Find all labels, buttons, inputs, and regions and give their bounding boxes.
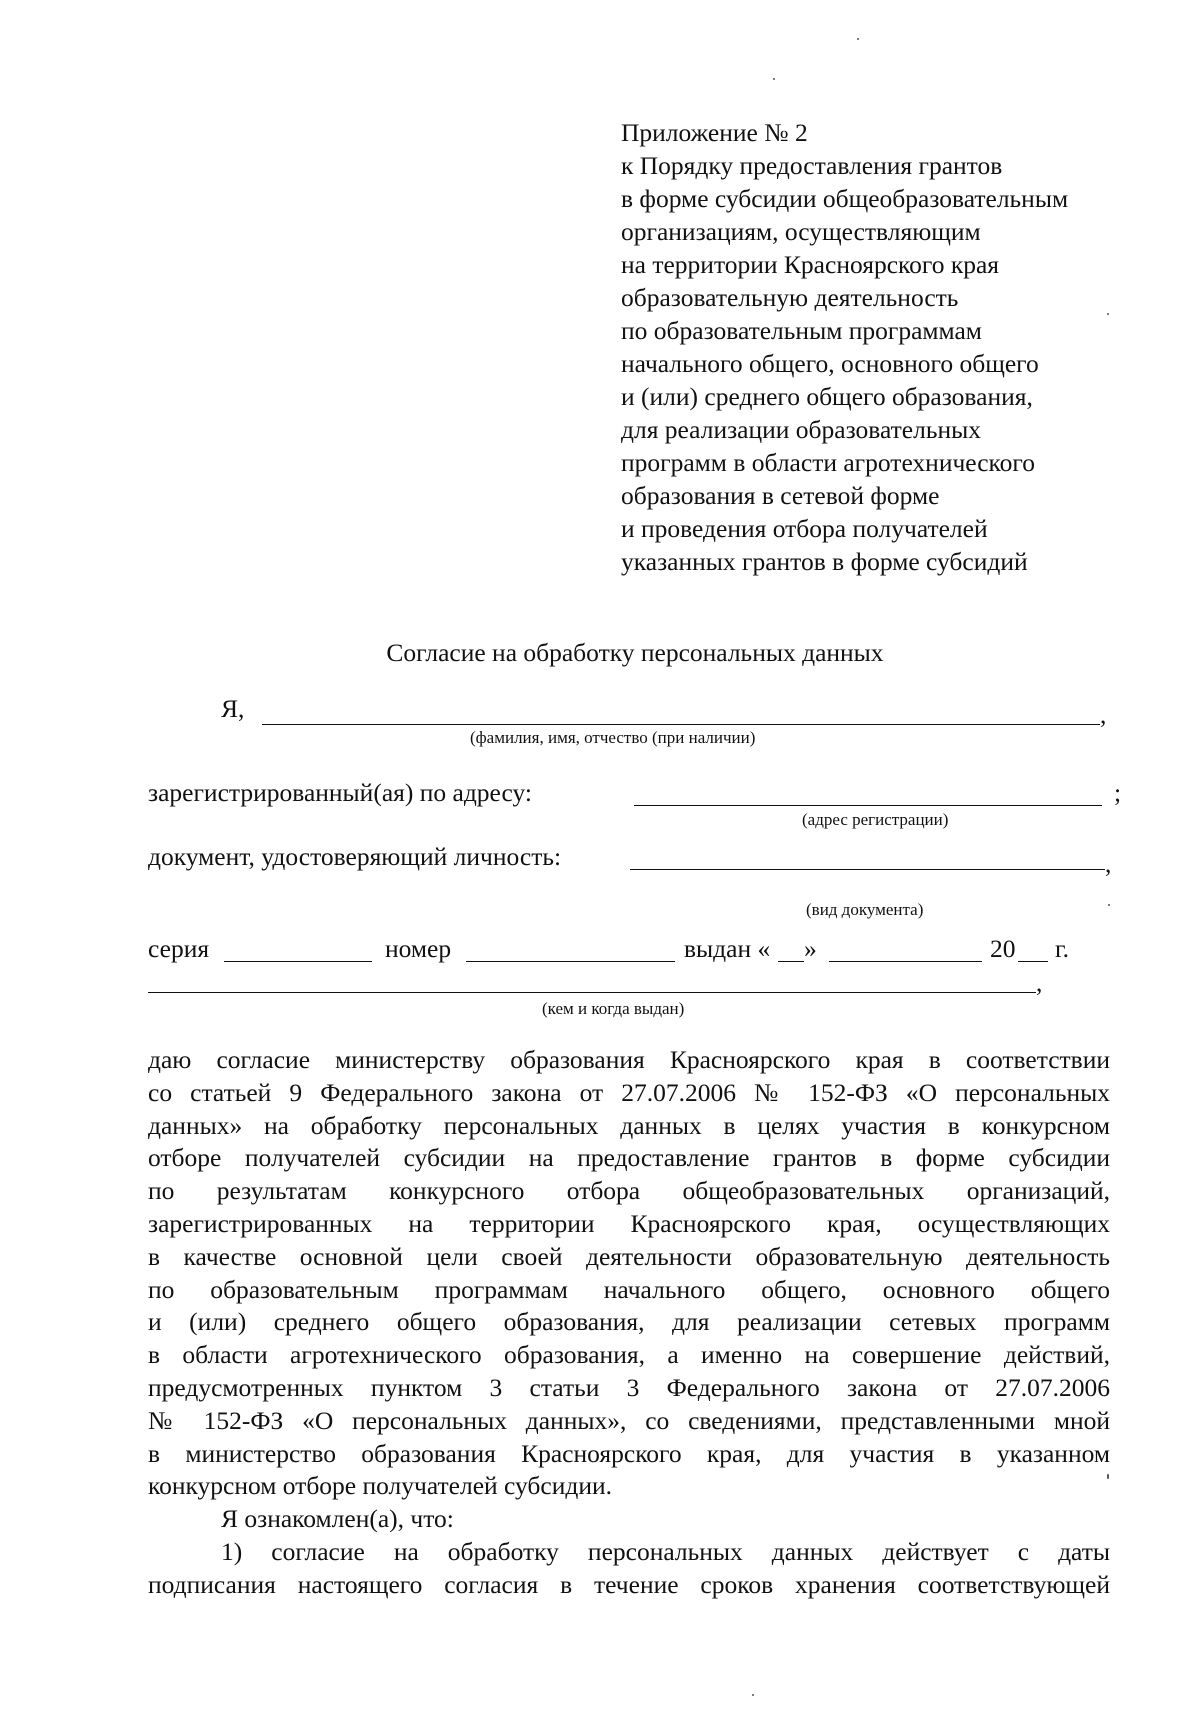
body-line: по результатам конкурсного отбора общеобразовательных организаций, bbox=[148, 1176, 1110, 1206]
doc-label: документ, удостоверяющий личность: bbox=[148, 842, 562, 871]
appendix-header bbox=[621, 116, 1068, 578]
appendix-line: программ в области агротехнического bbox=[621, 448, 1035, 477]
series-label: серия bbox=[148, 934, 210, 963]
i-label: Я, bbox=[221, 694, 245, 723]
appendix-line: образовательную деятельность bbox=[621, 283, 959, 312]
body-line: со статьей 9 Федерального закона от 27.07.2006 № 152-ФЗ «О персональных bbox=[148, 1077, 1110, 1107]
body-line: и (или) среднего общего образования, для реализации сетевых программ bbox=[148, 1307, 1110, 1337]
year-suffix: г. bbox=[1055, 934, 1069, 963]
appendix-line: к Порядку предоставления грантов bbox=[621, 151, 1003, 180]
body-line: предусмотренных пунктом 3 статьи 3 Федерального закона от 27.07.2006 bbox=[148, 1372, 1110, 1402]
body-line: даю согласие министерству образования Красноярского края в соответствии bbox=[148, 1045, 1110, 1074]
appendix-line: в форме субсидии общеобразовательным bbox=[621, 184, 1069, 213]
body-line: отборе получателей субсидии на предоставление грантов в форме субсидии bbox=[148, 1143, 1110, 1173]
body-line: № 152-ФЗ «О персональных данных», со сведениями, представленными мной bbox=[148, 1405, 1110, 1435]
acknowledged-line: Я ознакомлен(а), что: bbox=[221, 1504, 454, 1534]
item1-line: 1) согласие на обработку персональных данных действует с даты bbox=[221, 1536, 1110, 1566]
appendix-line: организациям, осуществляющим bbox=[621, 217, 981, 246]
appendix-line: начального общего, основного общего bbox=[621, 349, 1039, 378]
year-prefix: 20 bbox=[990, 934, 1016, 963]
scan-speck bbox=[857, 38, 859, 40]
appendix-line: на территории Красноярского края bbox=[621, 250, 1000, 279]
scan-speck bbox=[1108, 904, 1110, 906]
scan-speck bbox=[752, 1694, 754, 1696]
fio-comma: , bbox=[1100, 700, 1107, 729]
appendix-line: для реализации образовательных bbox=[621, 415, 981, 444]
fio-field[interactable] bbox=[262, 724, 1100, 725]
issued-by-hint: (кем и когда выдан) bbox=[542, 999, 685, 1018]
issue-year-field[interactable] bbox=[1018, 961, 1048, 962]
issue-month-field[interactable] bbox=[829, 961, 982, 962]
doc-type-field[interactable] bbox=[630, 869, 1105, 870]
appendix-line: Приложение № 2 bbox=[621, 118, 808, 147]
body-line: данных» на обработку персональных данных в целях участия в конкурсном bbox=[148, 1110, 1110, 1140]
number-label: номер bbox=[385, 934, 452, 963]
scan-speck bbox=[1107, 313, 1109, 315]
appendix-line: образования в сетевой форме bbox=[621, 481, 940, 510]
scan-speck bbox=[773, 78, 775, 80]
body-line: зарегистрированных на территории Красноярского края, осуществляющих bbox=[148, 1208, 1110, 1238]
body-line: по образовательным программам начального общего, основного общего bbox=[148, 1274, 1110, 1304]
body-line: в качестве основной цели своей деятельности образовательную деятельность bbox=[148, 1241, 1110, 1271]
series-field[interactable] bbox=[224, 961, 372, 962]
appendix-line: и проведения отбора получателей bbox=[621, 514, 988, 543]
issued-by-field[interactable] bbox=[148, 992, 1036, 993]
body-line: конкурсном отборе получателей субсидии. bbox=[148, 1471, 613, 1501]
doc-comma: , bbox=[1105, 849, 1112, 878]
item1-line: подписания настоящего согласия в течение сроков хранения соответствующей bbox=[148, 1569, 1110, 1599]
fio-hint: (фамилия, имя, отчество (при наличии) bbox=[470, 728, 756, 747]
body-line: в министерство образования Красноярского края, для участия в указанном bbox=[148, 1438, 1110, 1468]
scan-speck bbox=[1107, 1474, 1109, 1479]
appendix-line: указанных грантов в форме субсидий bbox=[621, 547, 1028, 576]
address-field[interactable] bbox=[634, 805, 1102, 806]
issue-day-field[interactable] bbox=[778, 961, 804, 962]
body-line: в области агротехнического образования, а именно на совершение действий, bbox=[148, 1340, 1110, 1370]
doc-hint: (вид документа) bbox=[806, 900, 924, 919]
number-field[interactable] bbox=[466, 961, 675, 962]
issued-label: выдан « bbox=[684, 934, 771, 963]
issued-quote-close: » bbox=[804, 934, 817, 963]
document-title: Согласие на обработку персональных данных bbox=[386, 638, 884, 667]
consent-body bbox=[148, 1044, 1110, 1602]
appendix-line: по образовательным программам bbox=[621, 316, 982, 345]
address-hint: (адрес регистрации) bbox=[802, 810, 949, 829]
address-semicolon: ; bbox=[1114, 778, 1122, 807]
appendix-line: и (или) среднего общего образования, bbox=[621, 382, 1033, 411]
address-label: зарегистрированный(ая) по адресу: bbox=[148, 778, 532, 807]
issued-by-comma: , bbox=[1036, 968, 1043, 997]
